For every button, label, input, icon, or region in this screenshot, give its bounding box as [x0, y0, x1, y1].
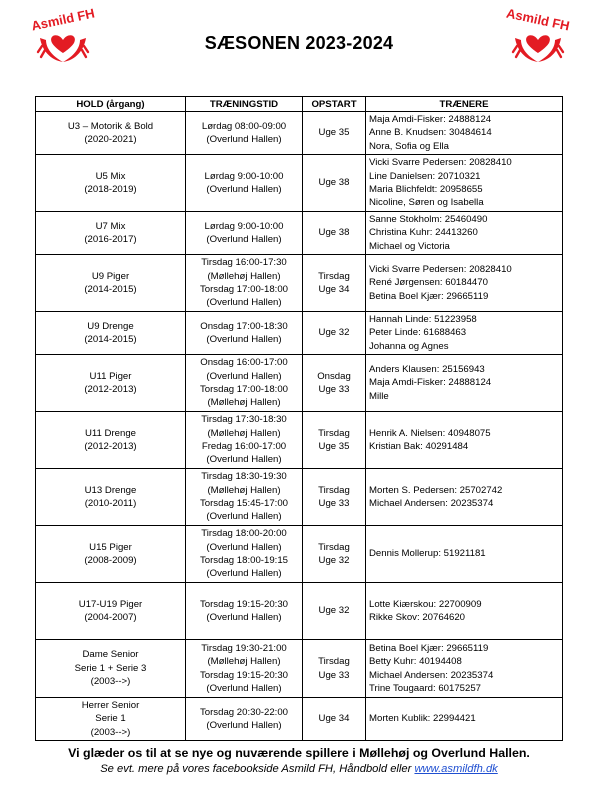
cell-hold-line: U5 Mix	[95, 170, 126, 182]
cell-traenere-line: Nora, Sofia og Ella	[369, 140, 449, 152]
cell-traenere-line: Morten Kublik: 22994421	[369, 713, 476, 725]
cell-traeningstid	[186, 112, 303, 155]
cell-traenere-line: Michael og Victoria	[369, 240, 450, 252]
cell-traenere-line: Maja Amdi-Fisker: 24888124	[369, 377, 492, 389]
cell-traeningstid-line: Torsdag 20:30-22:00	[199, 706, 288, 718]
table-row	[36, 469, 563, 526]
cell-traeningstid-line: Tirsdag 17:30-18:30	[201, 414, 287, 426]
cell-traeningstid-line: (Møllehøj Hallen)	[207, 427, 281, 439]
cell-traeningstid	[186, 155, 303, 212]
cell-hold-line: (2018-2019)	[84, 184, 137, 195]
cell-traeningstid-line: (Overlund Hallen)	[206, 334, 282, 345]
cell-traeningstid-line: Torsdag 19:15-20:30	[199, 598, 288, 610]
cell-traenere-line: Lotte Kiærskou: 22700909	[369, 598, 482, 610]
footer-welcome-text: Vi glæder os til at se nye og nuværende spillere i Møllehøj og Overlund Hallen.	[68, 746, 530, 760]
cell-traenere-line: Maja Amdi-Fisker: 24888124	[369, 113, 492, 125]
cell-traeningstid-line: (Overlund Hallen)	[206, 682, 282, 694]
cell-traeningstid-line: Lørdag 9:00-10:00	[204, 220, 284, 232]
table-row	[36, 355, 563, 412]
cell-opstart	[303, 640, 366, 698]
cell-hold	[36, 698, 186, 741]
cell-opstart	[303, 469, 366, 526]
cell-opstart-line: Uge 34	[318, 713, 350, 725]
cell-traeningstid-line: (Overlund Hallen)	[206, 370, 282, 382]
table-header-row	[36, 97, 563, 112]
cell-opstart	[303, 355, 366, 412]
cell-hold	[36, 212, 186, 255]
cell-hold-line: Serie 1 + Serie 3	[74, 662, 147, 674]
cell-traenere-line: Mille	[369, 390, 389, 402]
cell-traeningstid-line: (Overlund Hallen)	[206, 541, 282, 553]
cell-hold-line: Herrer Senior	[81, 699, 140, 711]
cell-traeningstid-line: Tirsdag 18:00-20:00	[201, 528, 287, 540]
cell-traeningstid-line: Torsdag 19:15-20:30	[199, 669, 288, 681]
cell-opstart	[303, 698, 366, 741]
cell-traenere-line: Trine Tougaard: 60175257	[369, 682, 482, 694]
cell-hold-line: Dame Senior	[82, 649, 139, 661]
cell-traeningstid-line: (Overlund Hallen)	[206, 454, 282, 466]
cell-traeningstid-line: Lørdag 08:00-09:00	[201, 120, 287, 132]
table-row	[36, 312, 563, 355]
cell-traenere-line: Rikke Skov: 20764620	[369, 612, 465, 623]
cell-traeningstid-line: (Overlund Hallen)	[206, 184, 282, 195]
header-traeningstid: TRÆNINGSTID	[186, 97, 303, 112]
cell-traeningstid-line: (Møllehøj Hallen)	[207, 656, 281, 668]
cell-hold	[36, 355, 186, 412]
cell-traenere	[366, 469, 563, 526]
cell-traeningstid-line: (Overlund Hallen)	[206, 612, 282, 623]
cell-traenere-line: Betina Boel Kjær: 29665119	[369, 642, 489, 654]
cell-opstart-line: Tirsdag	[318, 484, 350, 496]
cell-hold-line: U7 Mix	[95, 220, 126, 232]
cell-traenere-line: Anne B. Knudsen: 30484614	[369, 127, 492, 139]
logo-text: Asmild FH	[29, 5, 96, 34]
cell-hold	[36, 526, 186, 583]
cell-hold	[36, 112, 186, 155]
cell-opstart	[303, 212, 366, 255]
cell-hold-line: U3 – Motorik & Bold	[67, 120, 154, 132]
cell-hold	[36, 469, 186, 526]
cell-traeningstid-line: Lørdag 9:00-10:00	[204, 170, 284, 182]
cell-traeningstid	[186, 255, 303, 312]
cell-traenere	[366, 112, 563, 155]
cell-traenere	[366, 698, 563, 741]
footer	[0, 746, 598, 775]
cell-traenere	[366, 583, 563, 640]
cell-opstart-line: Uge 35	[318, 127, 350, 139]
cell-traenere	[366, 412, 563, 469]
cell-traenere	[366, 312, 563, 355]
season-schedule-table	[35, 96, 563, 741]
cell-opstart-line: Uge 32	[318, 327, 350, 339]
cell-traeningstid-line: (Overlund Hallen)	[206, 720, 282, 731]
cell-traeningstid	[186, 312, 303, 355]
cell-hold	[36, 312, 186, 355]
cell-traeningstid	[186, 469, 303, 526]
cell-opstart-line: Uge 38	[318, 177, 350, 189]
cell-traeningstid	[186, 698, 303, 741]
table-row	[36, 255, 563, 312]
cell-hold-line: (2016-2017)	[84, 234, 137, 245]
cell-traenere-line: Michael Andersen: 20235374	[369, 669, 494, 681]
cell-traenere-line: Betina Boel Kjær: 29665119	[369, 290, 489, 302]
header-hold: HOLD (årgang)	[36, 97, 186, 112]
cell-traeningstid-line: (Overlund Hallen)	[206, 134, 282, 145]
header-traenere: TRÆNERE	[366, 97, 563, 112]
cell-opstart-line: Tirsdag	[318, 270, 350, 282]
cell-traeningstid	[186, 355, 303, 412]
table-row	[36, 698, 563, 741]
cell-traenere-line: Dennis Mollerup: 51921181	[369, 548, 486, 560]
cell-traenere-line: Betty Kuhr: 40194408	[369, 656, 462, 668]
cell-opstart	[303, 412, 366, 469]
table-row	[36, 155, 563, 212]
cell-traenere-line: Sanne Stokholm: 25460490	[369, 213, 488, 225]
cell-traeningstid	[186, 526, 303, 583]
footer-info-prefix: Se evt. mere på vores facebookside Asmild FH, Håndbold eller	[100, 763, 415, 775]
cell-hold-line: (2010-2011)	[84, 498, 137, 509]
cell-traeningstid-line: Tirsdag 19:30-21:00	[201, 642, 287, 654]
cell-opstart-line: Uge 33	[318, 384, 350, 395]
website-link[interactable]: www.asmildfh.dk	[414, 763, 498, 775]
cell-hold-line: (2014-2015)	[84, 284, 137, 295]
cell-opstart-line: Uge 35	[318, 441, 350, 452]
table-row	[36, 640, 563, 698]
cell-traeningstid-line: (Overlund Hallen)	[206, 234, 282, 245]
cell-traenere-line: Maria Blichfeldt: 20958655	[369, 184, 483, 195]
cell-traeningstid-line: Torsdag 15:45-17:00	[199, 498, 288, 509]
cell-traenere-line: Anders Klausen: 25156943	[369, 363, 485, 375]
cell-traeningstid-line: Onsdag 16:00-17:00	[200, 357, 288, 369]
cell-traenere-line: Kristian Bak: 40291484	[369, 441, 469, 452]
cell-hold-line: (2004-2007)	[84, 612, 137, 623]
cell-hold	[36, 640, 186, 698]
cell-opstart-line: Uge 33	[318, 498, 350, 509]
table-row	[36, 412, 563, 469]
cell-traeningstid	[186, 640, 303, 698]
cell-traenere	[366, 155, 563, 212]
cell-traenere-line: Christina Kuhr: 24413260	[369, 227, 478, 239]
cell-traeningstid-line: Tirsdag 18:30-19:30	[201, 471, 287, 483]
cell-hold-line: U9 Drenge	[87, 320, 134, 332]
cell-hold-line: U11 Drenge	[84, 427, 137, 439]
cell-opstart	[303, 155, 366, 212]
page-title: SÆSONEN 2023-2024	[204, 33, 394, 53]
cell-opstart	[303, 526, 366, 583]
cell-traenere-line: Peter Linde: 61688463	[369, 327, 467, 339]
cell-traeningstid	[186, 583, 303, 640]
table-row	[36, 112, 563, 155]
cell-opstart-line: Uge 38	[318, 227, 350, 239]
cell-opstart-line: Tirsdag	[318, 656, 350, 668]
cell-opstart-line: Uge 34	[318, 284, 350, 295]
cell-opstart-line: Onsdag	[317, 370, 351, 382]
cell-traenere-line: Johanna og Agnes	[369, 340, 449, 352]
cell-traeningstid-line: (Møllehøj Hallen)	[207, 484, 281, 496]
cell-hold-line: U11 Piger	[89, 370, 132, 382]
cell-traenere-line: Michael Andersen: 20235374	[369, 498, 494, 509]
cell-opstart-line: Uge 33	[318, 669, 350, 681]
cell-hold-line: (2014-2015)	[84, 334, 137, 345]
cell-hold-line: (2020-2021)	[84, 134, 137, 145]
cell-hold-line: U9 Piger	[91, 270, 130, 282]
cell-hold	[36, 155, 186, 212]
footer-info-text	[0, 763, 598, 775]
cell-traeningstid-line: Torsdag 17:00-18:00	[199, 384, 288, 395]
cell-traeningstid-line: Torsdag 17:00-18:00	[199, 284, 288, 295]
cell-traeningstid-line: (Overlund Hallen)	[206, 297, 282, 309]
cell-traenere	[366, 212, 563, 255]
cell-opstart-line: Uge 32	[318, 555, 350, 566]
table-row	[36, 212, 563, 255]
cell-opstart	[303, 312, 366, 355]
cell-traeningstid-line: (Overlund Hallen)	[206, 511, 282, 523]
cell-opstart	[303, 112, 366, 155]
cell-traenere-line: Vicki Svarre Pedersen: 20828410	[369, 157, 512, 169]
cell-traenere-line: René Jørgensen: 60184470	[369, 277, 488, 289]
cell-traeningstid-line: Fredag 16:00-17:00	[201, 441, 287, 452]
cell-traeningstid-line: (Overlund Hallen)	[206, 568, 282, 580]
cell-hold-line: U17-U19 Piger	[78, 598, 143, 610]
cell-hold	[36, 583, 186, 640]
cell-hold-line: Serie 1	[95, 713, 126, 725]
cell-traenere	[366, 526, 563, 583]
cell-traenere-line: Line Danielsen: 20710321	[369, 170, 481, 182]
table-row	[36, 583, 563, 640]
cell-traeningstid-line: (Møllehøj Hallen)	[207, 270, 281, 282]
cell-hold-line: U15 Piger	[89, 541, 132, 553]
header-opstart: OPSTART	[303, 97, 366, 112]
cell-traenere	[366, 355, 563, 412]
cell-traenere	[366, 255, 563, 312]
cell-traeningstid-line: Onsdag 17:00-18:30	[200, 320, 288, 332]
cell-opstart-line: Uge 32	[318, 605, 350, 617]
cell-traenere-line: Morten S. Pedersen: 25702742	[369, 484, 503, 496]
cell-traeningstid-line: Tirsdag 16:00-17:30	[201, 257, 287, 269]
cell-hold-line: (2012-2013)	[84, 441, 137, 452]
table-row	[36, 526, 563, 583]
cell-hold-line: (2003-->)	[90, 726, 131, 738]
cell-hold-line: U13 Drenge	[84, 484, 137, 496]
cell-traeningstid	[186, 212, 303, 255]
cell-hold	[36, 255, 186, 312]
cell-opstart	[303, 255, 366, 312]
cell-traeningstid-line: Torsdag 18:00-19:15	[199, 555, 288, 566]
cell-opstart-line: Tirsdag	[318, 541, 350, 553]
cell-hold-line: (2003-->)	[90, 676, 131, 688]
cell-hold	[36, 412, 186, 469]
cell-traenere-line: Vicki Svarre Pedersen: 20828410	[369, 263, 512, 275]
cell-hold-line: (2008-2009)	[84, 555, 137, 566]
cell-opstart-line: Tirsdag	[318, 427, 350, 439]
logo-text: Asmild FH	[504, 5, 571, 34]
cell-opstart	[303, 583, 366, 640]
cell-traeningstid-line: (Møllehøj Hallen)	[207, 397, 281, 409]
cell-traenere-line: Henrik A. Nielsen: 40948075	[369, 427, 491, 439]
cell-traenere	[366, 640, 563, 698]
cell-hold-line: (2012-2013)	[84, 384, 137, 395]
cell-traeningstid	[186, 412, 303, 469]
cell-traenere-line: Nicoline, Søren og Isabella	[369, 197, 484, 209]
cell-traenere-line: Hannah Linde: 51223958	[369, 313, 477, 325]
